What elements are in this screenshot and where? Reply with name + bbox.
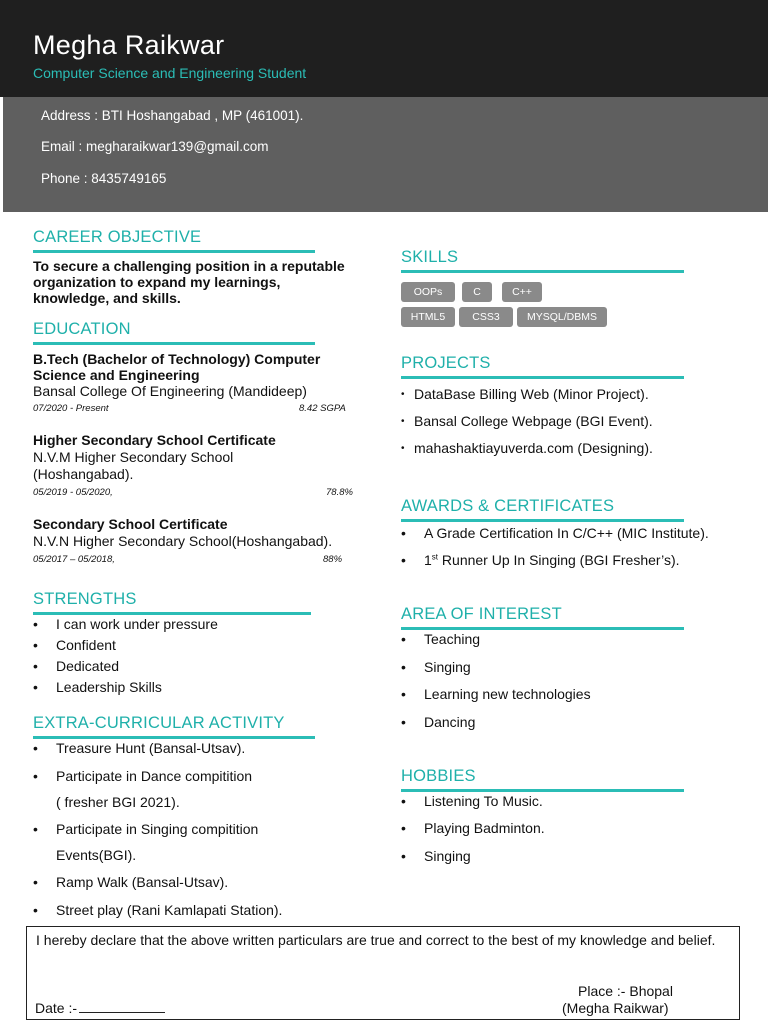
bullet-icon: •	[33, 658, 38, 674]
header-bar	[0, 0, 768, 97]
bullet-icon: •	[33, 902, 38, 918]
candidate-subtitle: Computer Science and Engineering Student	[33, 65, 307, 81]
bullet-icon: •	[401, 631, 406, 647]
career-line-1: To secure a challenging position in a reputable	[33, 258, 345, 274]
bullet-icon: •	[401, 793, 406, 809]
edu2-period: 05/2019 - 05/2020,	[33, 487, 113, 498]
bullet-icon: •	[401, 848, 406, 864]
bullet-icon: •	[401, 714, 406, 730]
bullet-icon: •	[401, 820, 406, 836]
edu1-period: 07/2020 - Present	[33, 403, 109, 414]
bullet-icon: •	[33, 616, 38, 632]
bullet-icon: •	[401, 552, 406, 568]
projects-heading: PROJECTS	[401, 354, 684, 379]
bullet-icon: •	[401, 686, 406, 702]
edu3-school: N.V.N Higher Secondary School(Hoshangabad).	[33, 533, 333, 549]
edu2-school-line-2: (Hoshangabad).	[33, 466, 134, 482]
edu3-score: 88%	[323, 554, 343, 565]
bullet-icon: •	[401, 443, 405, 454]
skill-chip: C	[462, 282, 492, 302]
skill-chip: OOPs	[401, 282, 455, 302]
bullet-icon: •	[33, 637, 38, 653]
extracurricular-heading: EXTRA-CURRICULAR ACTIVITY	[33, 714, 315, 739]
email-text: Email : megharaikwar139@gmail.com	[41, 139, 269, 154]
phone-text: Phone : 8435749165	[41, 171, 167, 186]
awards-heading: AWARDS & CERTIFICATES	[401, 497, 684, 522]
skill-chip: MYSQL/DBMS	[517, 307, 607, 327]
candidate-name: Megha Raikwar	[33, 30, 225, 60]
bullet-icon: •	[401, 389, 405, 400]
edu1-degree-line-2: Science and Engineering	[33, 367, 200, 383]
declaration-text: I hereby declare that the above written particulars are true and correct to the best of my knowledge and belief.	[36, 932, 716, 948]
edu3-degree: Secondary School Certificate	[33, 516, 228, 532]
bullet-icon: •	[33, 768, 38, 784]
education-heading: EDUCATION	[33, 320, 315, 345]
edu3-period: 05/2017 – 05/2018,	[33, 554, 115, 565]
bullet-icon: •	[401, 525, 406, 541]
interest-heading: AREA OF INTEREST	[401, 605, 684, 630]
bullet-icon: •	[401, 416, 405, 427]
edu1-school: Bansal College Of Engineering (Mandideep)	[33, 383, 307, 399]
bullet-icon: •	[33, 679, 38, 695]
bullet-icon: •	[33, 874, 38, 890]
date-label: Date :-	[35, 1000, 78, 1016]
address-text: Address : BTI Hoshangabad , MP (461001).	[41, 108, 304, 123]
career-objective-heading: CAREER OBJECTIVE	[33, 228, 315, 253]
edu1-score: 8.42 SGPA	[299, 403, 346, 414]
edu1-degree-line-1: B.Tech (Bachelor of Technology) Computer	[33, 351, 321, 367]
career-line-2: organization to expand my learnings,	[33, 274, 281, 290]
edu2-school-line-1: N.V.M Higher Secondary School	[33, 449, 234, 465]
contact-panel	[3, 97, 768, 212]
bullet-icon: •	[33, 821, 38, 837]
declaration-box	[26, 926, 740, 1020]
career-line-3: knowledge, and skills.	[33, 290, 181, 306]
date-field	[35, 1000, 165, 1016]
place-text: Place :- Bhopal	[578, 983, 673, 999]
skill-chip: CSS3	[459, 307, 513, 327]
edu2-degree: Higher Secondary School Certificate	[33, 432, 276, 448]
edu2-score: 78.8%	[326, 487, 353, 498]
skill-chip: HTML5	[401, 307, 455, 327]
skills-heading: SKILLS	[401, 248, 684, 273]
date-blank-line	[79, 1000, 165, 1013]
signature-name: (Megha Raikwar)	[562, 1000, 669, 1016]
skill-chip: C++	[502, 282, 542, 302]
bullet-icon: •	[401, 659, 406, 675]
bullet-icon: •	[33, 740, 38, 756]
hobbies-heading: HOBBIES	[401, 767, 684, 792]
strengths-heading: STRENGTHS	[33, 590, 311, 615]
